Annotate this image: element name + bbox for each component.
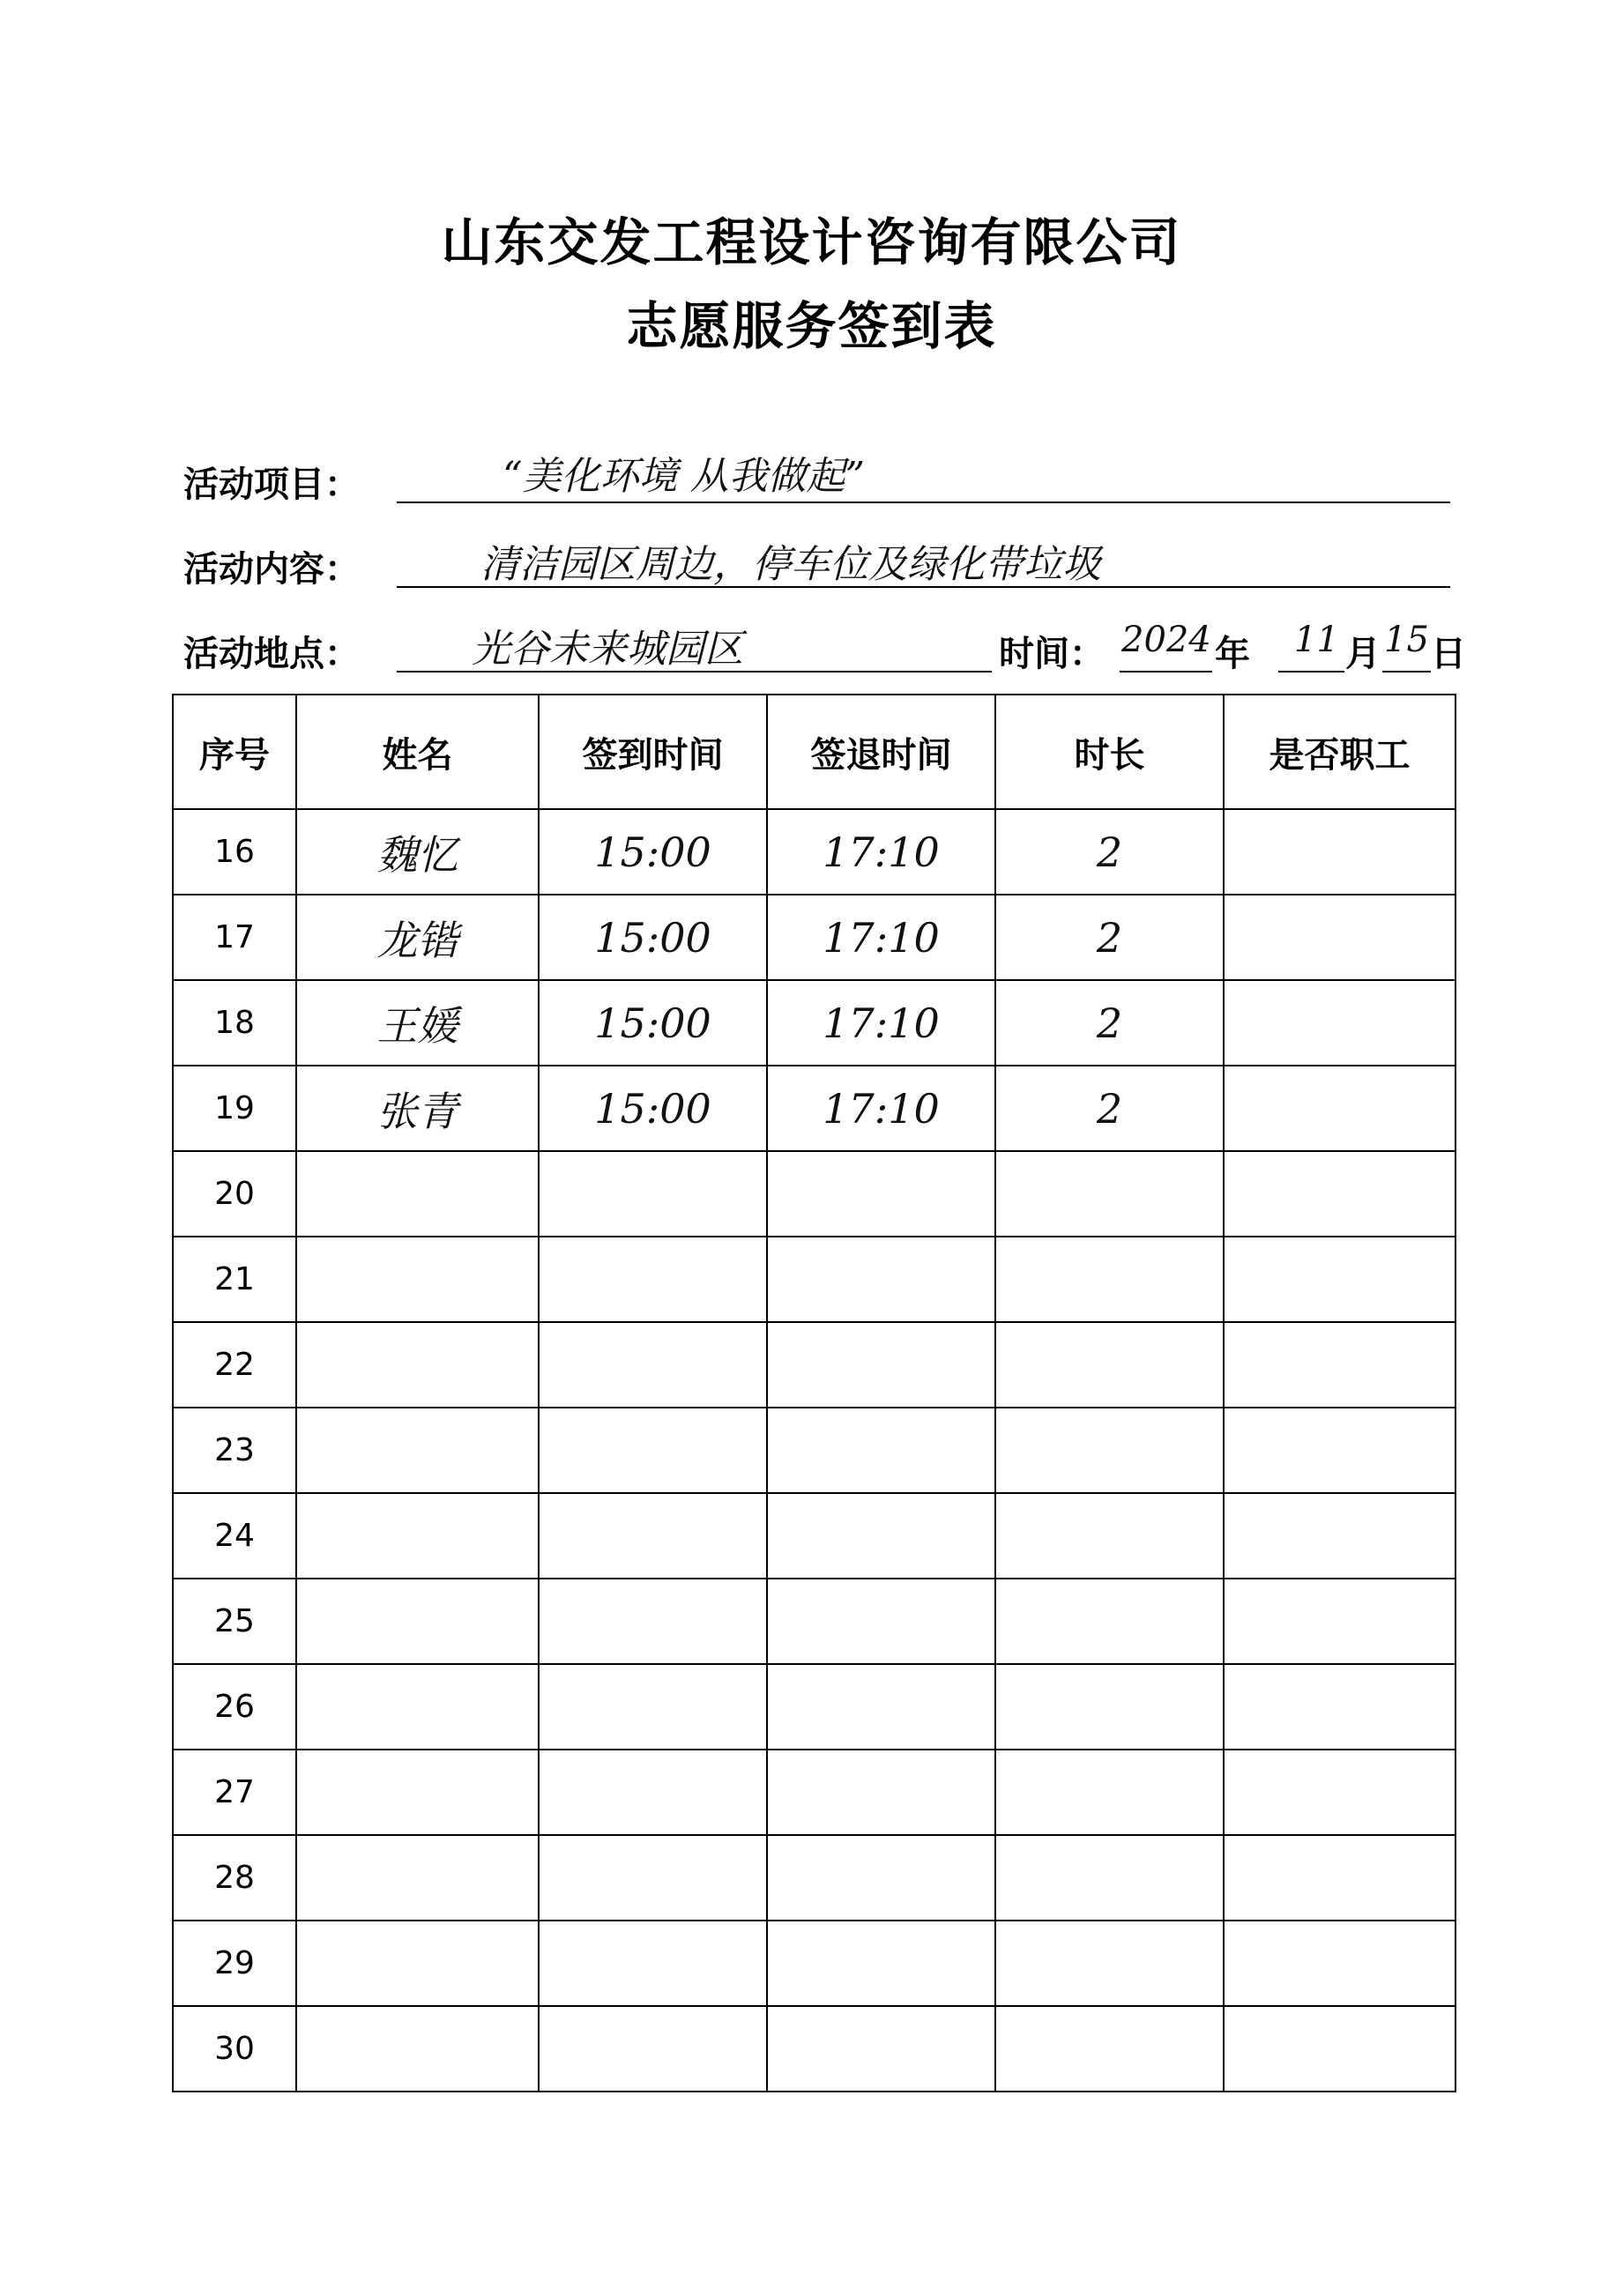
duration-cell[interactable] [995, 2006, 1224, 2092]
employee-cell[interactable] [1224, 895, 1455, 980]
employee-cell[interactable] [1224, 1237, 1455, 1322]
employee-cell[interactable] [1224, 809, 1455, 895]
column-header-no: 序号 [173, 695, 296, 809]
name-cell[interactable]: 魏忆 [296, 809, 539, 895]
duration-cell[interactable] [995, 1237, 1224, 1322]
row-number: 25 [173, 1579, 296, 1664]
project-line [397, 502, 1450, 503]
sign-out-cell[interactable] [767, 1579, 995, 1664]
table-row [173, 1322, 1455, 1408]
day-value[interactable]: 15 [1384, 620, 1429, 660]
column-header-employee: 是否职工 [1224, 695, 1455, 809]
row-number: 23 [173, 1408, 296, 1493]
duration-cell[interactable] [995, 1835, 1224, 1921]
sign-in-cell[interactable] [539, 1750, 767, 1835]
name-cell[interactable] [296, 1750, 539, 1835]
employee-cell[interactable] [1224, 2006, 1455, 2092]
table-row [173, 1237, 1455, 1322]
content-value[interactable]: 清洁园区周边，停车位及绿化带垃圾 [480, 542, 1101, 587]
duration-cell[interactable]: 2 [995, 1066, 1224, 1151]
name-cell[interactable] [296, 2006, 539, 2092]
sign-out-cell[interactable] [767, 1237, 995, 1322]
sign-in-cell[interactable] [539, 1408, 767, 1493]
employee-cell[interactable] [1224, 1835, 1455, 1921]
row-number: 26 [173, 1664, 296, 1750]
table-row [173, 809, 1455, 895]
year-unit: 年 [1215, 634, 1250, 674]
duration-cell[interactable]: 2 [995, 809, 1224, 895]
employee-cell[interactable] [1224, 1322, 1455, 1408]
sign-in-cell[interactable] [539, 1579, 767, 1664]
row-number: 28 [173, 1835, 296, 1921]
column-header-name: 姓名 [296, 695, 539, 809]
form-title-company: 山东交发工程设计咨询有限公司 [441, 212, 1182, 272]
duration-cell[interactable] [995, 1750, 1224, 1835]
row-number: 19 [173, 1066, 296, 1151]
table-header-row [173, 695, 1455, 809]
row-number: 21 [173, 1237, 296, 1322]
sign-out-cell[interactable]: 17:10 [767, 980, 995, 1066]
duration-cell[interactable] [995, 1921, 1224, 2006]
duration-cell[interactable]: 2 [995, 895, 1224, 980]
name-cell[interactable] [296, 1664, 539, 1750]
day-line [1382, 671, 1431, 672]
sign-in-cell[interactable]: 15:00 [539, 895, 767, 980]
employee-cell[interactable] [1224, 1151, 1455, 1237]
month-unit: 月 [1345, 634, 1381, 674]
sign-in-cell[interactable] [539, 1921, 767, 2006]
name-cell[interactable]: 龙锴 [296, 895, 539, 980]
employee-cell[interactable] [1224, 1921, 1455, 2006]
sign-out-cell[interactable] [767, 1322, 995, 1408]
content-label: 活动内容： [183, 549, 360, 590]
name-cell[interactable] [296, 1237, 539, 1322]
time-label: 时间： [999, 634, 1105, 674]
sign-out-cell[interactable] [767, 1835, 995, 1921]
sign-in-cell[interactable] [539, 1835, 767, 1921]
name-cell[interactable] [296, 1835, 539, 1921]
employee-cell[interactable] [1224, 1750, 1455, 1835]
row-number: 29 [173, 1921, 296, 2006]
table-row [173, 1579, 1455, 1664]
name-cell[interactable]: 王媛 [296, 980, 539, 1066]
year-line [1120, 671, 1212, 672]
table-row [173, 1066, 1455, 1151]
name-cell[interactable] [296, 1322, 539, 1408]
duration-cell[interactable] [995, 1664, 1224, 1750]
row-number: 22 [173, 1322, 296, 1408]
month-value[interactable]: 11 [1294, 620, 1339, 660]
sign-in-cell[interactable]: 15:00 [539, 1066, 767, 1151]
sign-in-cell[interactable] [539, 1151, 767, 1237]
name-cell[interactable] [296, 1493, 539, 1579]
table-row [173, 1408, 1455, 1493]
name-cell[interactable] [296, 1151, 539, 1237]
sign-in-cell[interactable] [539, 1664, 767, 1750]
sign-in-cell[interactable] [539, 1237, 767, 1322]
sign-out-cell[interactable]: 17:10 [767, 809, 995, 895]
form-title: 志愿服务签到表 [626, 296, 997, 356]
row-number: 30 [173, 2006, 296, 2092]
sign-out-cell[interactable] [767, 1750, 995, 1835]
project-value[interactable]: “美化环境 从我做起” [503, 454, 865, 499]
table-row [173, 1835, 1455, 1921]
sign-out-cell[interactable] [767, 1493, 995, 1579]
row-number: 17 [173, 895, 296, 980]
sign-in-cell[interactable]: 15:00 [539, 980, 767, 1066]
employee-cell[interactable] [1224, 1493, 1455, 1579]
table-row [173, 1151, 1455, 1237]
duration-cell[interactable] [995, 1579, 1224, 1664]
employee-cell[interactable] [1224, 1664, 1455, 1750]
sign-out-cell[interactable] [767, 1408, 995, 1493]
sign-out-cell[interactable] [767, 1921, 995, 2006]
sign-in-cell[interactable] [539, 1493, 767, 1579]
table-row [173, 1493, 1455, 1579]
name-cell[interactable] [296, 1921, 539, 2006]
location-label: 活动地点： [183, 634, 360, 674]
year-value[interactable]: 2024 [1121, 620, 1211, 660]
row-number: 16 [173, 809, 296, 895]
sign-out-cell[interactable] [767, 2006, 995, 2092]
location-value[interactable]: 光谷未来城园区 [472, 627, 743, 672]
sign-out-cell[interactable]: 17:10 [767, 895, 995, 980]
sign-in-cell[interactable] [539, 2006, 767, 2092]
duration-cell[interactable] [995, 1408, 1224, 1493]
table-row [173, 1750, 1455, 1835]
duration-cell[interactable] [995, 1151, 1224, 1237]
sign-in-table [172, 694, 1456, 2092]
sign-out-cell[interactable] [767, 1151, 995, 1237]
project-label: 活动项目： [183, 464, 360, 505]
table-row [173, 2006, 1455, 2092]
row-number: 18 [173, 980, 296, 1066]
duration-cell[interactable] [995, 1493, 1224, 1579]
employee-cell[interactable] [1224, 1579, 1455, 1664]
table-row [173, 980, 1455, 1066]
name-cell[interactable]: 张青 [296, 1066, 539, 1151]
column-header-sign-out: 签退时间 [767, 695, 995, 809]
name-cell[interactable] [296, 1579, 539, 1664]
sign-in-cell[interactable]: 15:00 [539, 809, 767, 895]
row-number: 27 [173, 1750, 296, 1835]
column-header-sign-in: 签到时间 [539, 695, 767, 809]
employee-cell[interactable] [1224, 980, 1455, 1066]
table-row [173, 1664, 1455, 1750]
month-line [1278, 671, 1344, 672]
name-cell[interactable] [296, 1408, 539, 1493]
column-header-duration: 时长 [995, 695, 1224, 809]
employee-cell[interactable] [1224, 1066, 1455, 1151]
table-row [173, 895, 1455, 980]
employee-cell[interactable] [1224, 1408, 1455, 1493]
sign-out-cell[interactable] [767, 1664, 995, 1750]
duration-cell[interactable] [995, 1322, 1224, 1408]
table-row [173, 1921, 1455, 2006]
row-number: 20 [173, 1151, 296, 1237]
day-unit: 日 [1431, 634, 1466, 674]
row-number: 24 [173, 1493, 296, 1579]
sign-in-cell[interactable] [539, 1322, 767, 1408]
duration-cell[interactable]: 2 [995, 980, 1224, 1066]
sign-out-cell[interactable]: 17:10 [767, 1066, 995, 1151]
